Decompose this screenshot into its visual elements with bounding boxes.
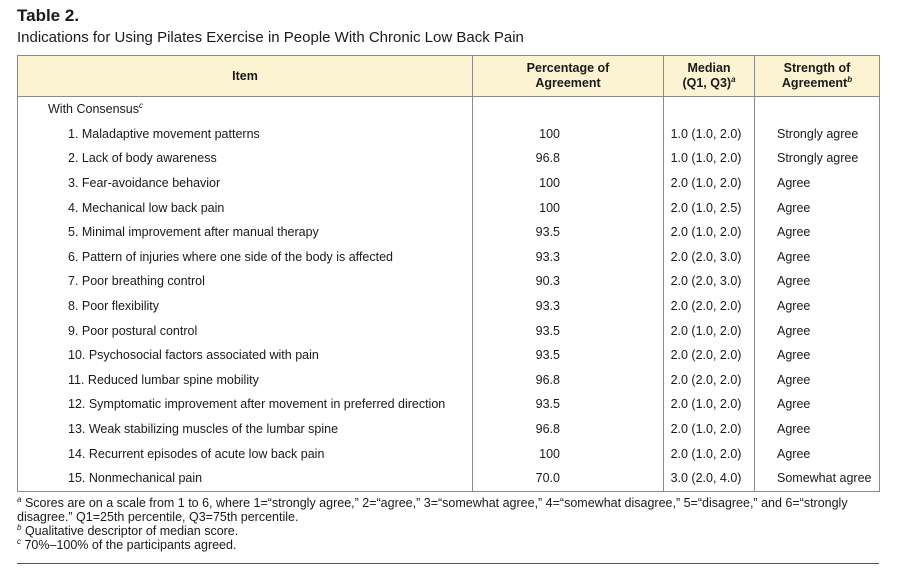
bottom-rule	[17, 563, 879, 564]
footnote	[17, 538, 883, 552]
row-median: 2.0 (1.0, 2.0)	[664, 171, 755, 196]
footnote-text: 70%–100% of the participants agreed.	[24, 538, 237, 552]
row-item: 8. Poor flexibility	[18, 294, 473, 319]
table-row	[18, 294, 880, 319]
row-strength: Agree	[755, 171, 880, 196]
row-median: 2.0 (1.0, 2.0)	[664, 392, 755, 417]
row-strength: Agree	[755, 392, 880, 417]
row-median: 2.0 (2.0, 2.0)	[664, 343, 755, 368]
table-row	[18, 220, 880, 245]
row-median: 2.0 (2.0, 3.0)	[664, 245, 755, 270]
row-percentage: 96.8	[473, 146, 664, 171]
row-strength: Agree	[755, 294, 880, 319]
table-row	[18, 318, 880, 343]
row-item: 9. Poor postural control	[18, 318, 473, 343]
row-strength: Agree	[755, 269, 880, 294]
footnote-marker: c	[17, 536, 21, 546]
table-subtitle: Indications for Using Pilates Exercise in People With Chronic Low Back Pain	[17, 29, 524, 46]
row-median: 2.0 (1.0, 2.5)	[664, 195, 755, 220]
group-row	[18, 97, 880, 122]
row-strength: Agree	[755, 245, 880, 270]
table-row	[18, 146, 880, 171]
footnote	[17, 496, 883, 524]
row-percentage: 93.5	[473, 392, 664, 417]
row-percentage: 93.3	[473, 294, 664, 319]
header-item: Item	[18, 56, 473, 97]
table-row	[18, 466, 880, 491]
row-percentage: 93.3	[473, 245, 664, 270]
row-percentage: 93.5	[473, 343, 664, 368]
table-row	[18, 245, 880, 270]
footnote	[17, 524, 883, 538]
row-median: 3.0 (2.0, 4.0)	[664, 466, 755, 491]
row-percentage: 96.8	[473, 368, 664, 393]
row-percentage: 90.3	[473, 269, 664, 294]
row-percentage: 100	[473, 171, 664, 196]
footnote-marker: a	[17, 494, 22, 504]
row-percentage: 100	[473, 122, 664, 147]
header-strength: Strength of Agreement$^b$	[755, 56, 880, 97]
table-row	[18, 195, 880, 220]
row-strength: Agree	[755, 318, 880, 343]
row-item: 1. Maladaptive movement patterns	[18, 122, 473, 147]
row-median: 2.0 (2.0, 3.0)	[664, 269, 755, 294]
header-row	[18, 56, 880, 97]
row-item: 2. Lack of body awareness	[18, 146, 473, 171]
table-row	[18, 122, 880, 147]
row-percentage: 100	[473, 195, 664, 220]
row-strength: Agree	[755, 220, 880, 245]
row-item: 5. Minimal improvement after manual therapy	[18, 220, 473, 245]
row-item: 14. Recurrent episodes of acute low back pain	[18, 441, 473, 466]
row-percentage: 96.8	[473, 417, 664, 442]
indications-table	[17, 55, 880, 492]
table-row	[18, 269, 880, 294]
row-item: 12. Symptomatic improvement after movement in preferred direction	[18, 392, 473, 417]
row-median: 2.0 (1.0, 2.0)	[664, 417, 755, 442]
table-title: Table 2.	[17, 6, 80, 25]
footnote-marker-c: c	[139, 101, 144, 111]
table-row	[18, 171, 880, 196]
footnote-text: Qualitative descriptor of median score.	[24, 524, 239, 538]
row-median: 2.0 (2.0, 2.0)	[664, 294, 755, 319]
row-median: 1.0 (1.0, 2.0)	[664, 122, 755, 147]
table-row	[18, 343, 880, 368]
footnote-text: Scores are on a scale from 1 to 6, where 1=“strongly agree,” 2=“agree,” 3=“somewhat agree,” 4=“somewhat disagree,” 5=“disagree,” and 6=“strongly disagree.” Q1=25th percentile, Q3=75th percentile.	[17, 496, 848, 524]
row-median: 2.0 (1.0, 2.0)	[664, 318, 755, 343]
row-item: 3. Fear-avoidance behavior	[18, 171, 473, 196]
row-strength: Agree	[755, 195, 880, 220]
footnote-marker-b: b	[847, 74, 853, 84]
footnote-marker: b	[17, 522, 22, 532]
row-strength: Strongly agree	[755, 122, 880, 147]
footnotes	[17, 496, 883, 552]
row-percentage: 70.0	[473, 466, 664, 491]
table-row	[18, 368, 880, 393]
row-strength: Strongly agree	[755, 146, 880, 171]
header-percentage: Percentage of Agreement	[473, 56, 664, 97]
row-item: 15. Nonmechanical pain	[18, 466, 473, 491]
row-strength: Agree	[755, 441, 880, 466]
table-row	[18, 441, 880, 466]
row-median: 1.0 (1.0, 2.0)	[664, 146, 755, 171]
footnote-marker-a: a	[731, 74, 736, 84]
row-percentage: 100	[473, 441, 664, 466]
row-strength: Somewhat agree	[755, 466, 880, 491]
row-strength: Agree	[755, 417, 880, 442]
table-row	[18, 392, 880, 417]
row-item: 7. Poor breathing control	[18, 269, 473, 294]
row-item: 4. Mechanical low back pain	[18, 195, 473, 220]
row-percentage: 93.5	[473, 318, 664, 343]
group-label: With Consensus$^c$	[18, 97, 473, 122]
row-median: 2.0 (1.0, 2.0)	[664, 441, 755, 466]
row-item: 10. Psychosocial factors associated with pain	[18, 343, 473, 368]
row-median: 2.0 (1.0, 2.0)	[664, 220, 755, 245]
row-strength: Agree	[755, 343, 880, 368]
row-percentage: 93.5	[473, 220, 664, 245]
row-item: 6. Pattern of injuries where one side of the body is affected	[18, 245, 473, 270]
row-median: 2.0 (2.0, 2.0)	[664, 368, 755, 393]
table-row	[18, 417, 880, 442]
row-item: 13. Weak stabilizing muscles of the lumbar spine	[18, 417, 473, 442]
row-strength: Agree	[755, 368, 880, 393]
header-median: Median (Q1, Q3)$^a$	[664, 56, 755, 97]
row-item: 11. Reduced lumbar spine mobility	[18, 368, 473, 393]
